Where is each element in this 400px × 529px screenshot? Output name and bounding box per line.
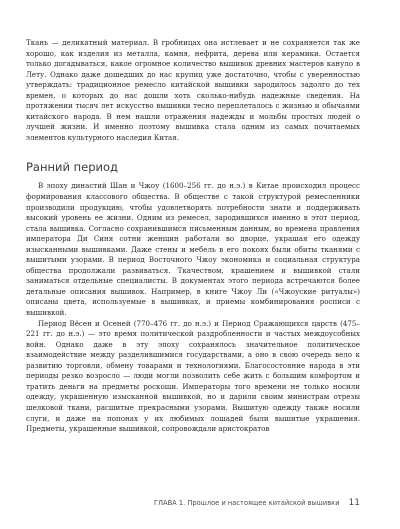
running-footer-chapter: ГЛАВА 1. Прошлое и настоящее китайской вышивки [153,499,340,507]
section-heading: Ранний период [26,160,118,175]
section-paragraph: Период Вёсен и Осеней (770–476 гг. до н.э.) и Период Сражающихся царств (475–221 гг. до н.э.) — это время политической раздробленности и частых междоусобных войн. Однако даже в эту эпоху сохранялось значительное политическое взаимодействие между разделившимися государствами, а оно в свою очередь вело к развитию торговли, обмену товарами и технологиями. Благосостояние народа в эти периоды резко возросло — люди могли позволить себе жить с большим комфортом и тратить деньги на предметы роскоши. Императоры того времени не только носили одежду, украшенную изысканной вышивкой, но и дарили своим министрам отрезы шелковой ткани, расшитые прекрасными узорами. Вышитую одежду также носили слуги, и даже на попонах у их любимых лошадей были вышитые украшения. Предметы, украшенные вышивкой, сопровождали аристократов [26,318,360,434]
section-paragraph: В эпоху династий Шан и Чжоу (1600–256 гг. до н.э.) в Китае происходил процесс формирования классового общества. В обществе с такой структурой ремесленники производили продукцию, чтобы удовлетворять потребности знати и поддерживать высокий уровень ее жизни. Одним из ремесел, зародившихся именно в этот период, стала вышивка. Согласно сохранившимся письменным данным, во времена правления императора Ди Синя сотни женщин работали во дворце, украшая его одежду изысканными вышивками. Даже стены и мебель в его покоях были обиты тканями с вышитыми узорами. В период Восточного Чжоу экономика и социальная структура общества продолжали развиваться. Ткачеством, крашением и вышивкой стали заниматься отдельные специалисты. В документах этого периода встречаются более детальные описания вышивок. Например, в книге Чжоу Ли («Чжоуские ритуалы») описаны цвета, используемые в вышивках, и приемы комбинирования росписи с вышивкой. [26,181,360,318]
page-number: 11 [348,498,360,508]
page-footer [26,498,360,508]
intro-paragraph: Ткань — деликатный материал. В гробницах она истлевает и не сохраняется так же хорошо, как изделия из металла, камня, нефрита, дерева или керамики. Остается только догадываться, какое огромное количество вышивок древних мастеров кануло в Лету. Однако даже дошедших до нас крупиц уже достаточно, чтобы с уверенностью утверждать: традиционное ремесло китайской вышивки зародилось задолго до тех времен, о которых до нас дошли хоть сколько-нибудь надежные сведения. На протяжении тысяч лет искусство вышивки тесно переплеталось с жизнью и обычаями китайского народа. В нем нашли отражения надежды и мольбы простых людей о лучшей жизни. И именно поэтому вышивка стала одним из самых почитаемых элементов культурного наследия Китая. [26,38,360,142]
